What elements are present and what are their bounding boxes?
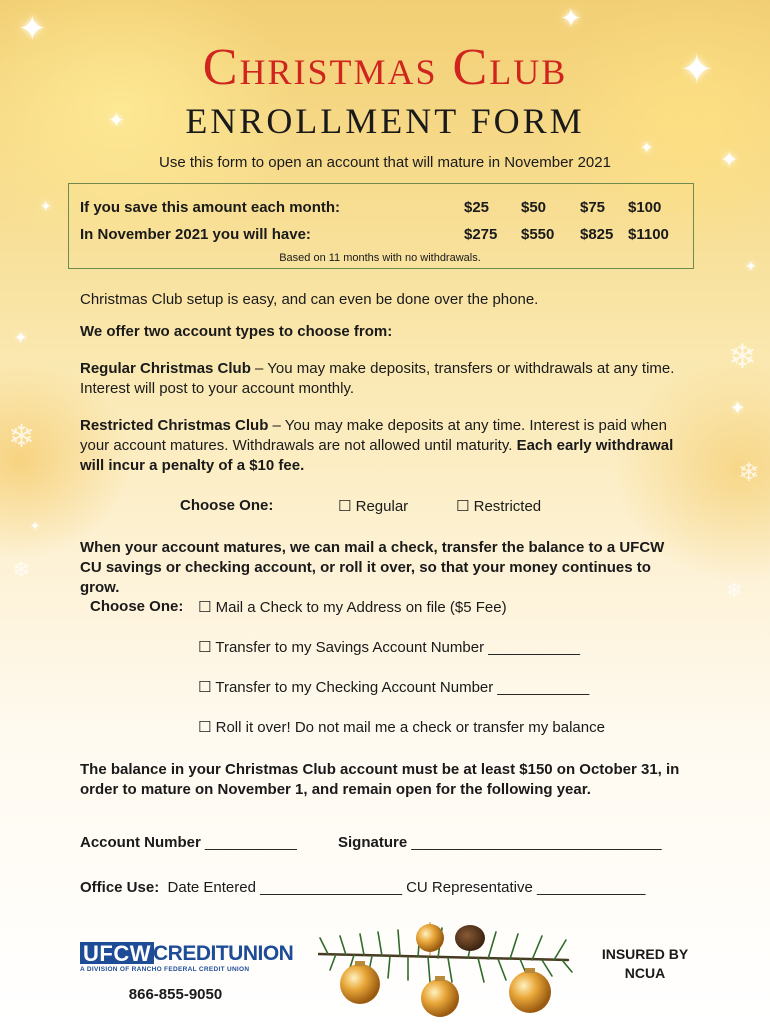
sparkle-icon: ✦ [560,4,582,34]
intro-text: Use this form to open an account that will mature in November 2021 [159,154,611,171]
savings-row1-label: If you save this amount each month: [80,199,341,216]
checkbox-regular-label: Regular [355,498,409,515]
savings-row1-value: $100 [628,199,662,216]
snowflake-icon: ❄ [726,578,743,602]
snowflake-icon: ❄ [8,417,35,455]
regular-description [80,359,690,399]
checkbox-icon[interactable]: ☐ [198,598,212,616]
option-label: Roll it over! Do not mail me a check or transfer my balance [215,719,605,736]
insured-by-ncua: INSURED BY NCUA [601,946,689,981]
setup-text: Christmas Club setup is easy, and can even be done over the phone. [80,291,539,308]
christmas-ornaments-illustration [318,916,574,1020]
option-transfer-checking[interactable] [198,678,589,696]
snowflake-icon: ❄ [738,458,760,488]
checkbox-restricted[interactable] [456,497,541,515]
ornament-icon [421,979,459,1017]
option-label: Mail a Check to my Address on file ($5 Fee) [215,599,507,616]
option-label: Transfer to my Savings Account Number ___________ [215,639,581,656]
maturity-text: When your account matures, we can mail a check, transfer the balance to a UFCW CU savings or checking account, or roll it over, so that your money continues to grow. [80,539,665,596]
savings-row2-value: $550 [521,226,555,243]
checkbox-icon[interactable]: ☐ [198,718,212,736]
sparkle-icon: ✦ [108,108,125,132]
ornament-icon [416,924,444,952]
sparkle-icon: ✦ [640,138,654,157]
office-use-row [80,879,645,896]
cu-representative-field[interactable]: CU Representative _____________ [406,879,646,896]
ornament-icon [509,971,551,1013]
savings-row1-value: $50 [521,199,547,216]
account-types-heading: We offer two account types to choose from: [80,323,393,340]
checkbox-icon[interactable]: ☐ [338,497,352,515]
regular-text: – You may make deposits, transfers or withdrawals at any time. Interest will post to your account monthly. [80,360,675,397]
balance-requirement-text: The balance in your Christmas Club account must be at least $150 on October 31, in order to mature on November 1, and remain open for the following year. [80,761,680,798]
checkbox-restricted-label: Restricted [473,498,542,515]
savings-row1-value: $25 [464,199,490,216]
page-title: Christmas Club [202,39,568,96]
savings-row2-label: In November 2021 you will have: [80,226,311,243]
sparkle-icon: ✦ [40,199,52,215]
sparkle-icon: ✦ [18,9,47,49]
savings-row2-value: $275 [464,226,498,243]
restricted-description [80,416,690,476]
date-entered-field[interactable]: Date Entered _________________ [167,879,402,896]
checkbox-icon[interactable]: ☐ [456,497,470,515]
office-use-label: Office Use: [80,879,160,896]
sparkle-icon: ✦ [30,519,41,533]
penalty-text: Each early withdrawal will incur a penalty of a $10 fee. [80,437,674,474]
restricted-text: – You may make deposits at any time. Interest is paid when your account matures. Withdrawals are not allowed until maturity. [80,417,667,454]
option-transfer-savings[interactable] [198,638,580,656]
phone-number: 866-855-9050 [128,986,223,1003]
ufcw-logo [80,941,294,976]
account-type-choose-label: Choose One: [180,497,274,514]
checkbox-icon[interactable]: ☐ [198,678,212,696]
logo-credit-union-text: CREDITUNION [153,942,294,965]
account-number-label: Account Number [80,834,201,851]
savings-row2-value: $825 [580,226,614,243]
pinecone-icon [455,925,485,951]
snowflake-icon: ❄ [728,337,757,377]
sparkle-icon: ✦ [680,47,714,93]
signature-field[interactable] [338,834,662,851]
sparkle-icon: ✦ [14,328,28,347]
logo-division-text: A DIVISION OF RANCHO FEDERAL CREDIT UNION [80,966,250,973]
form-subtitle: ENROLLMENT FORM [185,101,585,141]
sparkle-icon: ✦ [745,259,757,275]
savings-row1-value: $75 [580,199,606,216]
account-number-blank[interactable]: ___________ [205,834,297,851]
option-mail-check[interactable] [198,598,507,616]
sparkle-icon: ✦ [720,148,739,173]
regular-title: Regular Christmas Club [80,360,251,377]
snowflake-icon: ❄ [12,558,31,583]
restricted-title: Restricted Christmas Club [80,417,269,434]
savings-row2-value: $1100 [628,226,669,243]
ornament-icon [340,964,380,1004]
checkbox-icon[interactable]: ☐ [198,638,212,656]
maturity-choose-label: Choose One: [90,598,184,615]
sparkle-icon: ✦ [730,398,746,419]
signature-label: Signature [338,834,408,851]
option-label: Transfer to my Checking Account Number ___________ [215,679,590,696]
savings-note: Based on 11 months with no withdrawals. [279,252,481,264]
checkbox-regular[interactable] [338,497,408,515]
signature-blank[interactable]: ______________________________ [411,834,662,851]
account-number-field[interactable] [80,834,297,851]
option-roll-over[interactable] [198,718,605,736]
logo-ufcw-text: UFCW [80,942,154,964]
